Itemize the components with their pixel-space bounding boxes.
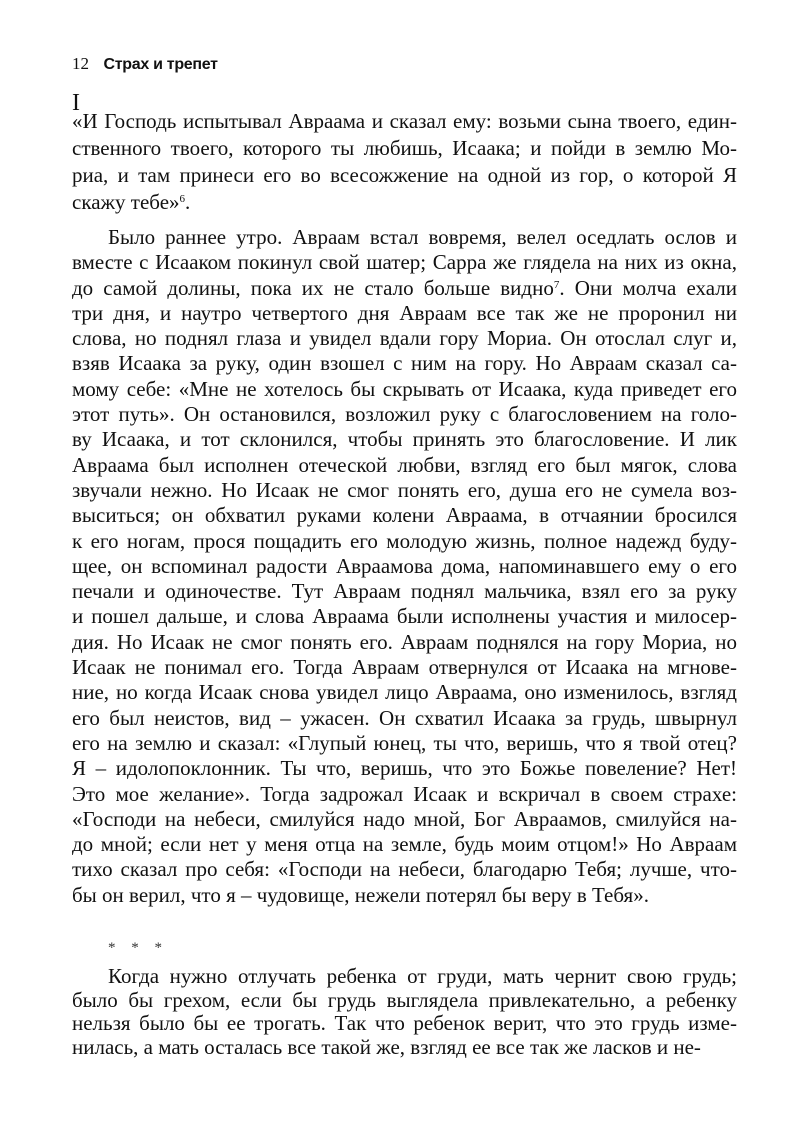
text-line: его на землю и сказал: «Глупый юнец, ты что, веришь, что я твой отец? [72, 730, 737, 755]
text-line: Было раннее утро. Авраам встал вовремя, велел оседлать ослов и [108, 225, 737, 249]
running-header [72, 52, 218, 76]
text-line: к его ногам, прося пощадить его молодую жизнь, полное надежд буду- [72, 528, 737, 553]
text-line: тихо сказал про себя: «Господи на небеси, благодарю Тебя; лучше, что- [72, 857, 737, 882]
text-line: слова, но поднял глаза и увидел вдали гору Мориа. Он отослал слуг и, [72, 326, 737, 351]
text-line: «И Господь испытывал Авраама и сказал ему: возьми сына твоего, един- [72, 109, 737, 133]
text-line: Это мое желание». Тогда задрожал Исаак и вскричал в своем страхе: [72, 781, 737, 806]
text-line: три дня, и наутро четвертого дня Авраам все так же не проронил ни [72, 300, 737, 325]
paragraph-narrative [72, 225, 737, 908]
text-line: этот путь». Он остановился, возложил руку с благословением на голо- [72, 402, 737, 427]
text-line: скажу тебе»$^6$. [72, 190, 191, 214]
text-line: Исаак не понимал его. Тогда Авраам отвернулся от Исаака на мгнове- [72, 655, 737, 680]
text-line: щее, он вспоминал радости Авраамова дома, напоминавшего ему о его [72, 553, 737, 578]
text-line: было бы грехом, если бы грудь выглядела привлекательно, а ребенку [72, 987, 737, 1012]
running-title: Страх и трепет [103, 56, 218, 73]
paragraph-quote [72, 108, 737, 216]
text-line: звучали нежно. Но Исаак не смог понять его, душа его не сумела воз- [72, 477, 737, 502]
text-line: Я – идолопоклонник. Ты что, веришь, что это Божье повеление? Нет! [72, 756, 737, 781]
paragraph-weaning [72, 965, 737, 1060]
text-line: риа, и там принеси его во всесожжение на одной из гор, о которой Я [72, 163, 737, 187]
text-line: нельзя было бы ее трогать. Так что ребенок верит, что это грудь изме- [72, 1011, 737, 1036]
text-line: бы он верил, что я – чудовище, нежели потерял бы веру в Тебя». [72, 882, 649, 907]
section-separator: * * * [108, 940, 168, 956]
page-number: 12 [72, 54, 89, 73]
text-line: мому себе: «Мне не хотелось бы скрывать от Исаака, куда приведет его [72, 376, 737, 401]
text-line: Авраама был исполнен отеческой любви, взгляд его был мягок, слова [72, 452, 737, 477]
text-line: нилась, а мать осталась все такой же, взгляд ее все так же ласков и не- [72, 1035, 701, 1060]
section-number: I [72, 90, 80, 116]
text-line: Когда нужно отлучать ребенка от груди, мать чернит свою грудь; [108, 964, 737, 988]
text-line: до мной; если нет у меня отца на земле, будь моим отцом!» Но Авраам [72, 832, 737, 857]
text-line: его был неистов, вид – ужасен. Он схватил Исаака за грудь, швырнул [72, 705, 737, 730]
footnote-marker[interactable]: 6 [179, 193, 186, 205]
text-line: печали и одиночестве. Тут Авраам поднял мальчика, взял его за руку [72, 579, 737, 604]
footnote-marker[interactable]: 7 [553, 278, 560, 291]
text-line: вместе с Исааком покинул свой шатер; Сарра же глядела на них из окна, [72, 250, 737, 275]
text-line: ние, но когда Исаак снова увидел лицо Авраама, оно изменилось, взгляд [72, 680, 737, 705]
text-line: ственного твоего, которого ты любишь, Исаака; и пойди в землю Мо- [72, 136, 737, 160]
text-line: выситься; он обхватил руками колени Авраама, в отчаянии бросился [72, 503, 737, 528]
text-line: до самой долины, пока их не стало больше видно$^7$. Они молча ехали [72, 275, 737, 300]
text-line: взяв Исаака за руку, один взошел с ним на гору. Но Авраам сказал са- [72, 351, 737, 376]
text-line: дия. Но Исаак не смог понять его. Авраам поднялся на гору Мориа, но [72, 629, 737, 654]
text-line: ву Исаака, и тот склонился, чтобы принять это благословение. И лик [72, 427, 737, 452]
text-line: «Господи на небеси, смилуйся надо мной, Бог Авраамов, смилуйся на- [72, 806, 737, 831]
text-line: и пошел дальше, и слова Авраама были исполнены участия и милосер- [72, 604, 737, 629]
